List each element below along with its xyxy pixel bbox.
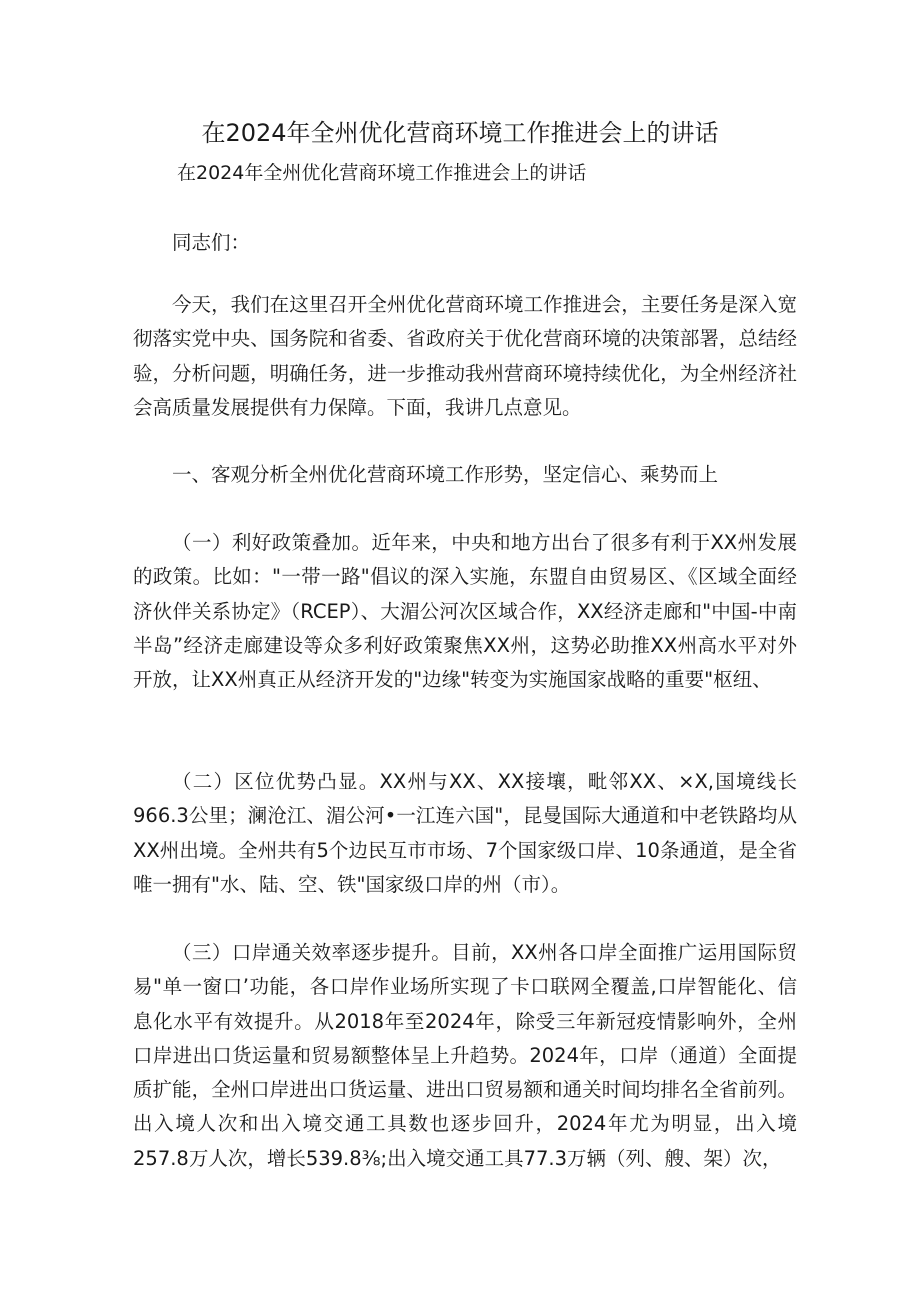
- section-heading-1: 一、客观分析全州优化营商环境工作形势，坚定信心、乘势而上: [172, 463, 719, 486]
- paragraph-location: （二）区位优势凸显。XX州与XX、XX接壤，毗邻XX、×X,国境线长966.3公里；澜沧江、湄公河•一江连六国"，昆曼国际大通道和中老铁路均从XX州出境。全州共有5个边民互市市场、7个国家级口岸、10条通道，是全省唯一拥有"水、陆、空、铁"国家级口岸的州（市）。: [133, 770, 797, 896]
- paragraph-policy: （一）利好政策叠加。近年来，中央和地方出台了很多有利于XX州发展的政策。比如："一带一路"倡议的深入实施，东盟自由贸易区、《区域全面经济伙伴关系协定》（RCEP）、大湄公河次区域合作，XX经济走廊和"中国-中南半岛”经济走廊建设等众多利好政策聚焦XX州，这势必助推XX州高水平对外开放，让XX州真正从经济开发的"边缘"转变为实施国家战略的重要"枢纽、: [133, 531, 797, 692]
- greeting: 同志们：: [172, 231, 251, 254]
- document-title: 在2024年全州优化营商环境工作推进会上的讲话: [201, 119, 719, 147]
- document-subtitle: 在2024年全州优化营商环境工作推进会上的讲话: [177, 162, 587, 184]
- paragraph-customs: （三）口岸通关效率逐步提升。目前，XX州各口岸全面推广运用国际贸易"单一窗口’功能，各口岸作业场所实现了卡口联网全覆盖,口岸智能化、信息化水平有效提升。从2018年至2024年，除受三年新冠疫情影响外，全州口岸进出口货运量和贸易额整体呈上升趋势。2024年，口岸（通道）全面提质扩能，全州口岸进出口货运量、进出口贸易额和通关时间均排名全省前列。出入境人次和出入境交通工具数也逐步回升，2024年尤为明显，出入境257.8万人次，增长539.8⅜;出入境交通工具77.3万辆（列、艘、架）次，: [133, 941, 797, 1170]
- paragraph-intro: 今天，我们在这里召开全州优化营商环境工作推进会，主要任务是深入宽彻落实党中央、国务院和省委、省政府关于优化营商环境的决策部署，总结经验，分析问题，明确任务，进一步推动我州营商环境持续优化，为全州经济社会高质量发展提供有力保障。下面，我讲几点意见。: [133, 293, 797, 419]
